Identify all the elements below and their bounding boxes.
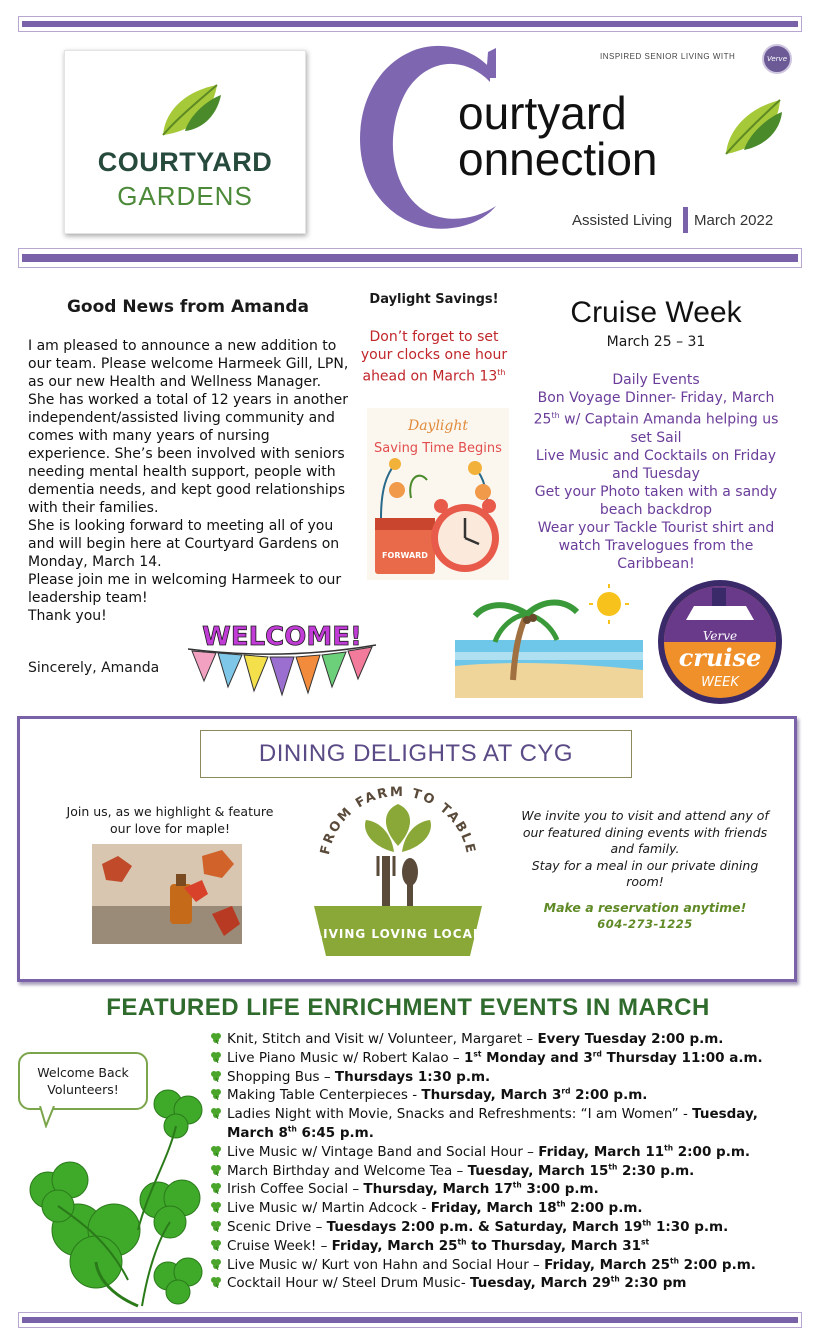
cruise-badge-cruise: cruise	[678, 643, 762, 672]
event-description: Shopping Bus –	[227, 1068, 335, 1085]
leaf-icon	[722, 96, 784, 158]
news-paragraph: She is looking forward to meeting all of you and will begin here at Courtyard Gardens on Monday, March 14.	[28, 518, 340, 570]
shamrock-bullet-icon	[210, 1220, 222, 1232]
title-word-courtyard: ourtyard	[458, 87, 627, 139]
news-paragraph: She has worked a total of 12 years in another independent/assisted living community and comes with many years of nursing experience. She’s been involved with seniors needing mental health support, people with dementia needs, and kept good relationships with their families.	[28, 392, 348, 516]
event-description: Irish Coffee Social –	[227, 1181, 364, 1198]
shamrock-bullet-icon	[210, 1107, 222, 1119]
event-description: Live Piano Music w/ Robert Kalao –	[227, 1049, 464, 1066]
event-description: Live Music w/ Kurt von Hahn and Social Hour –	[227, 1256, 545, 1273]
cruise-event-shirt: Wear your Tackle Tourist shirt and watch Travelogues from the Caribbean!	[537, 519, 775, 572]
shamrock-bullet-icon	[210, 1182, 222, 1194]
cruise-event-dinner	[528, 389, 784, 447]
daylight-saving-art	[367, 408, 509, 580]
reservation-phone: 604-273-1225	[597, 917, 693, 931]
big-letter: C	[340, 38, 341, 39]
event-description: Scenic Drive –	[227, 1218, 327, 1235]
event-time: Thursday, March 17th 3:00 p.m.	[363, 1180, 599, 1198]
events-title: FEATURED LIFE ENRICHMENT EVENTS IN MARCH	[106, 994, 710, 1021]
news-title: Good News from Amanda	[66, 297, 310, 317]
event-description: Cocktail Hour w/ Steel Drum Music-	[227, 1275, 471, 1292]
dining-invite	[520, 808, 770, 891]
shamrock-bullet-icon	[210, 1164, 222, 1176]
farm-logo-bottom-text: LIVING LOVING LOCAL	[314, 927, 482, 941]
cruise-dinner-sup: th	[551, 411, 560, 420]
top-divider-band	[18, 16, 802, 32]
logo-word-gardens: GARDENS	[117, 181, 253, 211]
event-item	[210, 1180, 806, 1199]
event-time: 1st Monday and 3rd Thursday 11:00 a.m.	[463, 1049, 763, 1066]
bottom-divider-band	[18, 1312, 802, 1328]
shamrock-bullet-icon	[210, 1088, 222, 1100]
shamrock-bullet-icon	[210, 1239, 222, 1251]
event-time: Tuesday, March 8th 6:45 p.m.	[227, 1106, 758, 1141]
cruise-dinner-text2: w/ Captain Amanda helping us set Sail	[559, 411, 779, 446]
event-description: Live Music w/ Martin Adcock -	[227, 1200, 431, 1217]
cruise-dinner-text: Bon Voyage Dinner- Friday, March 25	[533, 390, 775, 428]
daylight-text: Don’t forget to set your clocks one hour ahead on March 13	[360, 329, 508, 385]
cruise-event-photo: Get your Photo taken with a sandy beach backdrop	[534, 483, 778, 518]
cruise-badge-verve: Verve	[702, 629, 738, 643]
cruise-badge-week: WEEK	[701, 675, 739, 690]
daylight-title: Daylight Savings!	[369, 292, 499, 307]
maple-text: Join us, as we highlight & feature our love for maple!	[66, 804, 274, 836]
daylight-body	[360, 328, 508, 386]
courtyard-gardens-logo	[64, 50, 306, 234]
volunteers-speech-bubble: Welcome Back Volunteers!	[18, 1052, 148, 1110]
event-time: Friday, March 25th to Thursday, March 31st	[331, 1237, 650, 1254]
event-description: March Birthday and Welcome Tea –	[227, 1162, 468, 1179]
welcome-banner-art	[182, 615, 382, 705]
dst-calendar-text: FORWARD	[382, 551, 428, 560]
issue-date: March 2022	[694, 212, 774, 229]
dining-invite-line: We invite you to visit and attend any of our featured dining events with friends and family.	[521, 808, 769, 856]
maple-syrup-photo	[92, 844, 242, 944]
dining-invite-line: Stay for a meal in our private dining room!	[531, 857, 759, 889]
farm-logo-top-text: FROM FARM TO TABLE	[317, 786, 479, 857]
cruise-dates: March 25 – 31	[606, 334, 706, 350]
speech-bubble-tail	[38, 1106, 56, 1128]
dst-art-line1: Daylight	[407, 418, 469, 434]
event-item	[210, 1143, 806, 1162]
logo-word-courtyard: COURTYARD	[97, 147, 273, 177]
news-body	[28, 337, 353, 625]
event-item	[210, 1030, 806, 1049]
verve-cruise-badge	[654, 572, 786, 706]
shamrock-bullet-icon	[210, 1051, 222, 1063]
event-item	[210, 1162, 806, 1181]
issue-type: Assisted Living	[572, 212, 673, 229]
shamrock-bullet-icon	[210, 1201, 222, 1213]
leaf-icon	[155, 81, 225, 141]
event-item	[210, 1049, 806, 1068]
beach-palm-art	[455, 580, 643, 698]
event-description: Knit, Stitch and Visit w/ Volunteer, Margaret –	[227, 1031, 538, 1047]
event-time: Friday, March 18th 2:00 p.m.	[430, 1199, 643, 1217]
event-description: Making Table Centerpieces -	[227, 1087, 422, 1104]
shamrock-bullet-icon	[210, 1145, 222, 1157]
verve-badge: Verve	[762, 44, 792, 74]
event-item	[210, 1086, 806, 1105]
news-paragraph: I am pleased to announce a new addition to our team. Please welcome Harmeek Gill, LPN, as our new Health and Wellness Manager.	[28, 338, 349, 390]
cruise-title: Cruise Week	[570, 296, 742, 329]
event-time: Tuesday, March 29th 2:30 pm	[470, 1274, 687, 1292]
shamrock-bullet-icon	[210, 1276, 222, 1288]
event-item	[210, 1218, 806, 1237]
dining-title: DINING DELIGHTS AT CYG	[200, 730, 632, 778]
tagline: INSPIRED SENIOR LIVING WITH	[600, 52, 736, 61]
issue-separator	[683, 207, 688, 233]
event-time: Every Tuesday 2:00 p.m.	[537, 1031, 724, 1047]
cruise-events-heading: Daily Events	[612, 372, 700, 388]
shamrock-bullet-icon	[210, 1032, 222, 1044]
welcome-banner-text: WELCOME!	[202, 622, 362, 652]
event-time: Tuesday, March 15th 2:30 p.m.	[467, 1162, 695, 1179]
news-paragraph: Thank you!	[28, 608, 107, 624]
shamrock-bullet-icon	[210, 1070, 222, 1082]
events-list	[210, 1030, 806, 1293]
event-item	[210, 1105, 806, 1143]
event-time: Thursday, March 3rd 2:00 p.m.	[421, 1086, 648, 1104]
event-description: Ladies Night with Movie, Snacks and Refreshments: “I am Women” -	[227, 1106, 693, 1123]
event-item	[210, 1274, 806, 1293]
dst-art-line2: Saving Time Begins	[374, 441, 502, 456]
event-item	[210, 1237, 806, 1256]
event-time: Thursdays 1:30 p.m.	[334, 1068, 491, 1085]
event-item	[210, 1068, 806, 1087]
event-description: Live Music w/ Vintage Band and Social Hour –	[227, 1143, 539, 1160]
cruise-events	[528, 371, 784, 573]
event-item	[210, 1199, 806, 1218]
farm-to-table-logo	[300, 786, 496, 970]
event-time: Tuesdays 2:00 p.m. & Saturday, March 19th 1:30 p.m.	[326, 1218, 729, 1235]
news-paragraph: Please join me in welcoming Harmeek to our leadership team!	[28, 572, 342, 606]
cruise-event-music: Live Music and Cocktails on Friday and Tuesday	[535, 447, 777, 482]
daylight-sup: th	[497, 368, 506, 377]
shamrock-bullet-icon	[210, 1258, 222, 1270]
title-word-connection: onnection	[458, 133, 658, 185]
event-time: Friday, March 11th 2:00 p.m.	[538, 1143, 751, 1160]
reservation-text: Make a reservation anytime!	[543, 900, 747, 915]
event-description: Cruise Week! –	[227, 1237, 332, 1254]
middle-divider-band	[18, 248, 802, 268]
event-time: Friday, March 25th 2:00 p.m.	[544, 1256, 756, 1273]
event-item	[210, 1256, 806, 1275]
news-signoff: Sincerely, Amanda	[28, 660, 160, 676]
